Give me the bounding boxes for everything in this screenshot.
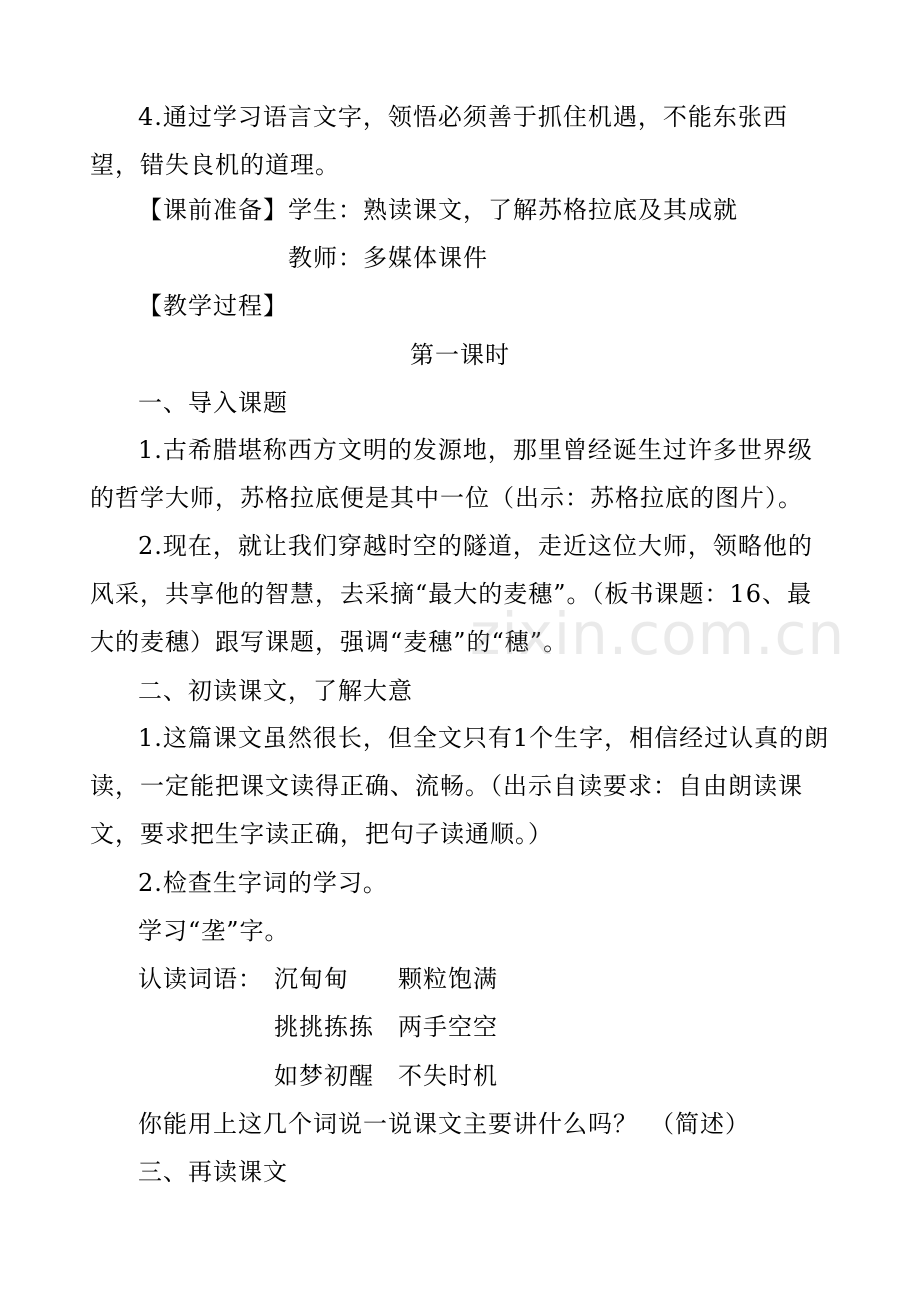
section-2-paragraph-1: 1.这篇课文虽然很长，但全文只有1个生字，相信经过认真的朗读，一定能把课文读得正确、流畅。（出示自读要求：自由朗读课文，要求把生字读正确，把句子读通顺。） <box>90 724 830 848</box>
objective-4: 4.通过学习语言文字，领悟必须善于抓住机遇，不能东张西望，错失良机的道理。 <box>90 103 788 179</box>
lesson-title: 第一课时 <box>410 341 510 369</box>
prep-teacher: 教师：多媒体课件 <box>288 244 488 272</box>
vocab-word: 两手空空 <box>398 1013 498 1041</box>
prep-label: 【课前准备】 <box>138 196 288 224</box>
vocab-word: 颗粒饱满 <box>398 965 498 993</box>
vocab-word: 挑挑拣拣 <box>274 1013 374 1041</box>
section-2-heading: 二、初读课文，了解大意 <box>138 677 413 705</box>
question-note: （简述） <box>650 1110 750 1138</box>
watermark: zixin.com.cn <box>470 600 846 668</box>
section-1-paragraph-2: 2.现在，就让我们穿越时空的隧道，走近这位大师，领略他的风采，共享他的智慧，去采摘“最大的麦穗”。（板书课题：16、最大的麦穗）跟写课题，强调“麦穗”的“穗”。 <box>90 532 813 656</box>
prep-student: 学生：熟读课文，了解苏格拉底及其成就 <box>288 196 738 224</box>
section-2-paragraph-3: 学习“垄”字。 <box>138 917 290 945</box>
section-3-heading: 三、再读课文 <box>138 1158 288 1186</box>
prep-student-line <box>138 195 738 225</box>
vocab-word: 沉甸甸 <box>274 965 349 993</box>
process-label: 【教学过程】 <box>138 292 288 320</box>
section-2-paragraph-2: 2.检查生字词的学习。 <box>138 869 388 897</box>
section-1-paragraph-1: 1.古希腊堪称西方文明的发源地，那里曾经诞生过许多世界级的哲学大师，苏格拉底便是其中一位（出示：苏格拉底的图片）。 <box>90 436 813 512</box>
section-1-heading: 一、导入课题 <box>138 389 288 417</box>
question: 你能用上这几个词说一说课文主要讲什么吗？ <box>138 1110 638 1138</box>
vocab-word: 不失时机 <box>398 1062 498 1090</box>
vocab-label: 认读词语： <box>138 965 263 993</box>
vocab-word: 如梦初醒 <box>274 1062 374 1090</box>
